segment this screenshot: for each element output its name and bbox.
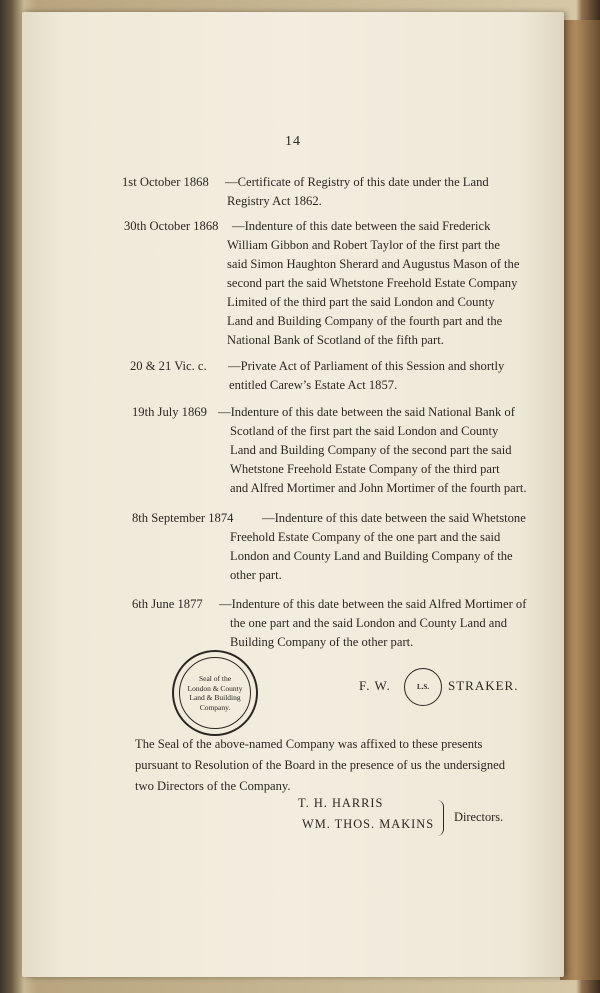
brace (437, 800, 444, 836)
entry-text-line: the one part and the said London and County Land and (230, 616, 507, 630)
directors-label: Directors. (454, 810, 504, 824)
entry-date: 19th July 1869 (132, 405, 207, 419)
entry-text-line: and Alfred Mortimer and John Mortimer of the fourth part. (230, 481, 527, 495)
entry-date: 6th June 1877 (132, 597, 203, 611)
entry-date: 1st October 1868 (122, 175, 209, 189)
director-name: T. H. HARRIS (298, 796, 384, 810)
seal-text-line: Land & Building (189, 693, 241, 702)
entry-text-line: —Indenture of this date between the said Alfred Mortimer of (219, 597, 527, 611)
entry-text-line: —Indenture of this date between the said Whetstone (262, 511, 526, 525)
statement-line: The Seal of the above-named Company was affixed to these presents (135, 737, 483, 751)
director-name: WM. THOS. MAKINS (302, 817, 435, 831)
seal-statement (135, 734, 505, 797)
entry-text-line: entitled Carew’s Estate Act 1857. (229, 378, 398, 392)
entry-date: 8th September 1874 (132, 511, 234, 525)
book-edge (560, 20, 600, 980)
locus-sigilli-seal: L.S. (404, 668, 442, 706)
seal-text-line: London & County (187, 683, 243, 693)
page-number: 14 (285, 134, 301, 149)
seal-text-line: Seal of the (198, 674, 232, 683)
entry-text-line: second part the said Whetstone Freehold Estate Company (227, 276, 518, 290)
entry-text-line: Whetstone Freehold Estate Company of the third part (230, 462, 500, 476)
seal-text-line: Company. (199, 702, 231, 712)
entry-text-line: Freehold Estate Company of the one part and the said (230, 530, 501, 544)
entry-date: 30th October 1868 (124, 219, 219, 233)
entry-text-line: —Indenture of this date between the said National Bank of (218, 405, 515, 419)
signature-row (22, 672, 564, 702)
entry-text-line: Building Company of the other part. (230, 635, 414, 649)
entry-text-line: London and County Land and Building Company of the (230, 549, 513, 563)
entry-text-line: —Certificate of Registry of this date under the Land (225, 175, 489, 189)
entry-text-line: —Private Act of Parliament of this Session and shortly (228, 359, 505, 373)
entry-text-line: Registry Act 1862. (227, 194, 322, 208)
entry-text-line: William Gibbon and Robert Taylor of the first part the (227, 238, 500, 252)
directors-block (22, 796, 564, 846)
entry-text-line: said Simon Haughton Sherard and Augustus Mason of the (227, 257, 520, 271)
entry-text-line: Limited of the third part the said London and County (227, 295, 495, 309)
signatory-initials: F. W. (359, 678, 391, 693)
entry-text-line: Land and Building Company of the fourth part and the (227, 314, 503, 328)
document-page (22, 12, 564, 977)
entry-text-line: —Indenture of this date between the said Frederick (232, 219, 491, 233)
entry-date: 20 & 21 Vic. c. (130, 359, 207, 373)
statement-line: two Directors of the Company. (135, 779, 291, 793)
entry-text-line: Scotland of the first part the said London and County (230, 424, 499, 438)
entry-text-line: National Bank of Scotland of the fifth part. (227, 333, 444, 347)
statement-line: pursuant to Resolution of the Board in the presence of us the undersigned (135, 758, 506, 772)
entry-text-line: other part. (230, 568, 282, 582)
signatory-surname: STRAKER. (448, 678, 519, 693)
entry-text-line: Land and Building Company of the second part the said (230, 443, 512, 457)
